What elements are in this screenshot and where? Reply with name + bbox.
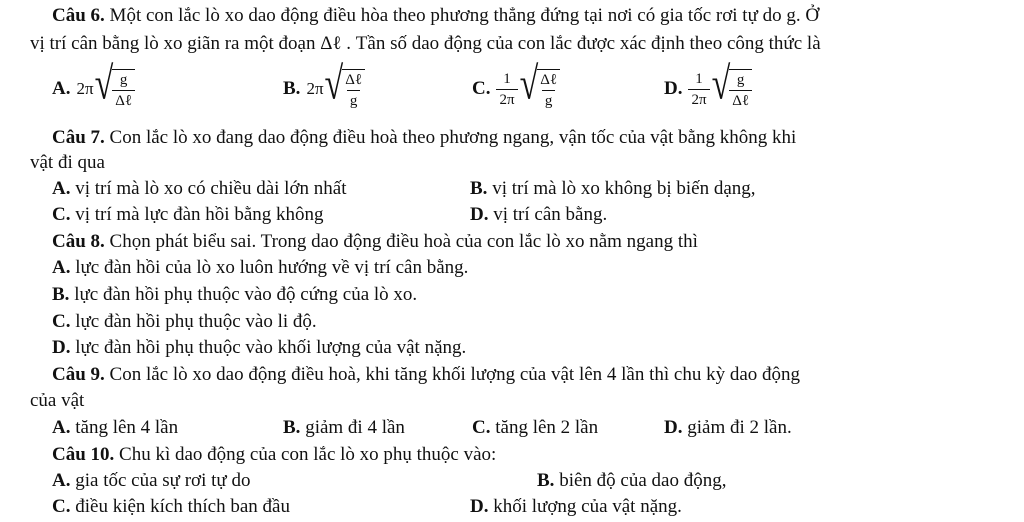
q6-option-b-label: B. <box>283 78 301 99</box>
q6-option-c-coef-num: 1 <box>503 70 511 87</box>
q9-option-c-text: tăng lên 2 lần <box>490 417 599 438</box>
q10-option-d-text: khối lượng của vật nặng. <box>488 496 682 517</box>
q10-option-d-label: D. <box>470 496 489 517</box>
q6-option-d-coef-num: 1 <box>695 70 703 87</box>
q6-line1 <box>52 4 819 28</box>
q10-option-c[interactable] <box>52 495 290 519</box>
q6-option-b[interactable] <box>283 58 365 120</box>
q10-option-b-label: B. <box>537 470 555 491</box>
q8-option-d[interactable] <box>52 336 466 360</box>
q6-option-a-label: A. <box>52 78 71 99</box>
q6-option-a-coef: 2π <box>76 79 94 98</box>
q9-option-d-label: D. <box>664 417 683 438</box>
q10-option-d[interactable] <box>470 495 682 519</box>
q7-line2 <box>30 151 105 175</box>
q6-option-c-den: g <box>542 90 556 110</box>
q8-option-d-label: D. <box>52 337 71 358</box>
q6-label: Câu 6. <box>52 5 105 26</box>
q7-line1 <box>52 126 796 150</box>
q10-text1: Chu kì dao động của con lắc lò xo phụ thuộc vào: <box>114 444 497 465</box>
q9-option-b-label: B. <box>283 417 301 438</box>
q8-option-b[interactable] <box>52 283 417 307</box>
q7-option-a-text: vị trí mà lò xo có chiều dài lớn nhất <box>70 178 347 199</box>
q7-text2: vật đi qua <box>30 152 105 173</box>
q8-label: Câu 8. <box>52 231 105 252</box>
q6-line2 <box>30 32 821 56</box>
q7-option-a[interactable] <box>52 177 346 201</box>
q9-option-d[interactable] <box>664 416 792 440</box>
q6-option-a[interactable] <box>52 58 135 120</box>
q6-option-a-num: g <box>119 71 128 88</box>
q10-option-c-text: điều kiện kích thích ban đầu <box>70 496 290 517</box>
q8-option-a-text: lực đàn hồi của lò xo luôn hướng về vị trí cân bằng. <box>70 257 469 278</box>
q10-option-a-label: A. <box>52 470 71 491</box>
q6-option-b-sqrt: √ $\frac{\text{Δℓ}}{g}$ <box>325 69 366 110</box>
q7-option-c-text: vị trí mà lực đàn hồi bằng không <box>70 204 324 225</box>
q10-line1 <box>52 443 496 467</box>
q6-option-a-sqrt: √ $\frac{g}{\text{Δℓ}}$ <box>95 69 136 110</box>
q8-option-c[interactable] <box>52 310 317 334</box>
q6-option-a-den: Δℓ <box>112 90 135 110</box>
q6-option-c-coef-den: 2π <box>496 89 517 109</box>
q6-option-c-sqrt: √ $\frac{\text{Δℓ}}{g}$ <box>520 69 561 110</box>
q7-option-c[interactable] <box>52 203 324 227</box>
q7-option-c-label: C. <box>52 204 71 225</box>
q7-option-d-label: D. <box>470 204 489 225</box>
q9-option-a[interactable] <box>52 416 178 440</box>
q9-option-c-label: C. <box>472 417 491 438</box>
q7-option-a-label: A. <box>52 178 71 199</box>
q9-line2 <box>30 389 84 413</box>
q10-option-a[interactable] <box>52 469 250 493</box>
q6-option-d-label: D. <box>664 78 683 99</box>
q9-label: Câu 9. <box>52 364 105 385</box>
q8-option-b-label: B. <box>52 284 70 305</box>
q7-label: Câu 7. <box>52 127 105 148</box>
q6-option-d-den: Δℓ <box>729 90 752 110</box>
q8-option-b-text: lực đàn hồi phụ thuộc vào độ cứng của lò xo. <box>69 284 418 305</box>
q10-option-a-text: gia tốc của sự rơi tự do <box>70 470 251 491</box>
q9-option-a-label: A. <box>52 417 71 438</box>
q8-option-a-label: A. <box>52 257 71 278</box>
q6-option-d-coef <box>688 70 709 109</box>
q9-option-b-text: giảm đi 4 lần <box>300 417 405 438</box>
q9-option-b[interactable] <box>283 416 405 440</box>
q10-option-b-text: biên độ của dao động, <box>554 470 727 491</box>
q7-text1: Con lắc lò xo đang dao động điều hoà theo phương ngang, vận tốc của vật bằng không khi <box>104 127 797 148</box>
q8-option-c-label: C. <box>52 311 71 332</box>
q9-option-c[interactable] <box>472 416 598 440</box>
q6-option-b-num: Δℓ <box>345 71 363 88</box>
q9-option-a-text: tăng lên 4 lần <box>70 417 179 438</box>
q10-label: Câu 10. <box>52 444 115 465</box>
q9-text1: Con lắc lò xo dao động điều hoà, khi tăng khối lượng của vật lên 4 lần thì chu kỳ dao động <box>104 364 801 385</box>
q8-option-c-text: lực đàn hồi phụ thuộc vào li độ. <box>70 311 317 332</box>
q8-option-a[interactable] <box>52 256 468 280</box>
q6-text1: Một con lắc lò xo dao động điều hòa theo phương thẳng đứng tại nơi có gia tốc rơi tự do g. Ở <box>104 5 820 26</box>
q6-option-c-label: C. <box>472 78 491 99</box>
q7-option-b-label: B. <box>470 178 488 199</box>
q6-text2: vị trí cân bằng lò xo giãn ra một đoạn Δℓ . Tần số dao động của con lắc được xác định theo công thức là <box>30 33 821 54</box>
q9-line1 <box>52 363 800 387</box>
q6-option-b-den: g <box>347 90 361 110</box>
q6-option-d-sqrt: √ $\frac{g}{\text{Δℓ}}$ <box>712 69 753 110</box>
q6-option-d-coef-den: 2π <box>688 89 709 109</box>
q7-option-d-text: vị trí cân bằng. <box>488 204 608 225</box>
q10-option-b[interactable] <box>537 469 726 493</box>
q6-option-b-coef: 2π <box>306 79 324 98</box>
q6-option-d[interactable] <box>664 58 752 120</box>
q6-option-c[interactable] <box>472 58 560 120</box>
q8-line1 <box>52 230 698 254</box>
q6-option-c-num: Δℓ <box>540 71 558 88</box>
q10-option-c-label: C. <box>52 496 71 517</box>
q7-option-d[interactable] <box>470 203 607 227</box>
q8-text1: Chọn phát biểu sai. Trong dao động điều hoà của con lắc lò xo nằm ngang thì <box>104 231 698 252</box>
q9-text2: của vật <box>30 390 85 411</box>
q9-option-d-text: giảm đi 2 lần. <box>682 417 792 438</box>
q7-option-b-text: vị trí mà lò xo không bị biến dạng, <box>487 178 756 199</box>
q7-option-b[interactable] <box>470 177 756 201</box>
q6-option-d-num: g <box>736 71 745 88</box>
q6-option-c-coef <box>496 70 517 109</box>
q8-option-d-text: lực đàn hồi phụ thuộc vào khối lượng của vật nặng. <box>70 337 467 358</box>
